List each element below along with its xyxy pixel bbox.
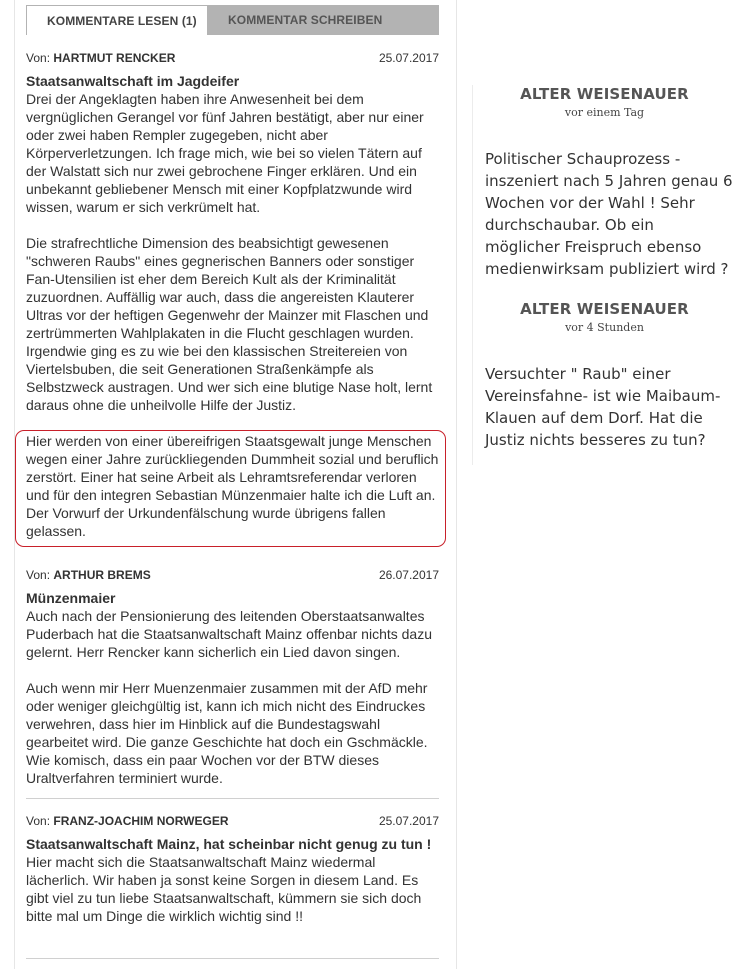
comment-author-line: [26, 50, 175, 66]
sidebar-comment-text[interactable]: Versuchter " Raub" einer Vereinsfahne- ist wie Maibaum-Klauen auf dem Dorf. Hat die Justiz nichts besseres zu tun?: [485, 365, 721, 449]
comment-title: Staatsanwaltschaft im Jagdeifer: [26, 73, 240, 89]
comment-author[interactable]: ARTHUR BREMS: [53, 568, 151, 582]
comment-author[interactable]: HARTMUT RENCKER: [53, 51, 176, 65]
comment-title: Münzenmaier: [26, 590, 116, 606]
recent-comments-sidebar: [472, 85, 735, 465]
comment-body: [26, 607, 439, 787]
sidebar-comment-time: vor einem Tag: [564, 106, 645, 119]
sidebar-comment-author[interactable]: ALTER WEISENAUER: [520, 300, 689, 318]
highlight-box: [15, 430, 446, 547]
comment-paragraph: Hier macht sich die Staatsanwaltschaft Mainz wiedermal lächerlich. Wir haben ja sonst keine Sorgen in diesem Land. Es gibt viel zu tun liebe Staatsanwaltschaft, kümmern sie sich doch bitte mal um Dinge die wirklich wichtig sind !!: [26, 854, 422, 924]
comment-body: [26, 853, 439, 925]
comment-date: 25.07.2017: [378, 814, 439, 828]
comment-paragraph: Hier werden von einer übereifrigen Staatsgewalt junge Menschen wegen einer Jahre zurückliegenden Dummheit sozial und beruflich zerstört. Einer hat seine Arbeit als Lehramtsreferendar verloren und für den integren Sebastian Münzenmaier halte ich die Luft an. Der Vorwurf der Urkundenfälschung wurde übrigens fallen gelassen.: [26, 433, 439, 539]
from-label: Von:: [26, 51, 51, 65]
comment-paragraph: Die strafrechtliche Dimension des beabsichtigt gewesenen "schweren Raubs" eines gegnerischen Banners oder sonstiger Fan-Utensilien ist eher dem Bereich Kult als der Kriminalität zuzuordnen. Auffällig war auch, dass die angereisten Klauterer Ultras vor der heftigen Gegenwehr der Mainzer mit Flaschen und zertrümmerten Wahlplakaten in die Flucht geschlagen wurden. Irgendwie ging es zu wie bei den klassischen Streitereien von Viertelsbuben, die seit Generationen Straßenkämpfe als Selbstzweck austragen. Und wer sich eine blutige Nase holt, lernt daraus ohne die unheilvolle Hilfe der Justiz.: [26, 235, 433, 413]
sidebar-comment-time: vor 4 Stunden: [565, 321, 644, 334]
comment-item: [26, 813, 439, 925]
comment-paragraph: Drei der Angeklagten haben ihre Anwesenheit bei dem vergnüglichen Gerangel vor fünf Jahren bestätigt, aber nur einer oder zwei haben Rempler zugegeben, nicht aber Körperverletzungen. Ich frage mich, wie bei so vielen Tätern auf der Walstatt sich nur zwei gebrochene Finger erklären. Und ein unbekannt gebliebener Mensch mit einer Kopfplatzwunde wird wissen, warum er sich verkrümelt hat.: [26, 91, 424, 215]
comment-paragraph: Auch wenn mir Herr Muenzenmaier zusammen mit der AfD mehr oder weniger gleichgültig ist, kann ich mich nicht des Eindruckes verwehren, dass hier im Hinblick auf die Bundestagswahl gearbeitet wird. Die ganze Geschichte hat doch ein Gschmäckle. Wie komisch, dass ein paar Wochen vor der BTW dieses Uraltverfahren terminiert wurde.: [26, 680, 428, 786]
comment-meta: [26, 567, 439, 583]
comment-author-line: [26, 813, 228, 829]
comment-meta: [26, 50, 439, 66]
comment-item: [26, 567, 439, 787]
from-label: Von:: [26, 814, 51, 828]
tab-read-comments[interactable]: KOMMENTARE LESEN (1): [26, 5, 208, 35]
comment-tabs: [26, 5, 439, 35]
comment-date: 26.07.2017: [378, 568, 439, 582]
comment-divider: [26, 958, 439, 959]
comment-title: Staatsanwaltschaft Mainz, hat scheinbar nicht genug zu tun !: [26, 836, 432, 852]
sidebar-comment-text[interactable]: Politischer Schauprozess - inszeniert nach 5 Jahren genau 6 Wochen vor der Wahl ! Sehr durchschaubar. Ob ein möglicher Freispruch ebenso medienwirksam publiziert wird ?: [485, 150, 733, 278]
from-label: Von:: [26, 568, 51, 582]
sidebar-comment-author[interactable]: ALTER WEISENAUER: [520, 85, 689, 103]
comment-author[interactable]: FRANZ-JOACHIM NORWEGER: [53, 814, 229, 828]
tab-write-comment[interactable]: KOMMENTAR SCHREIBEN: [228, 13, 383, 27]
comment-date: 25.07.2017: [378, 51, 439, 65]
comment-author-line: [26, 567, 151, 583]
comment-meta: [26, 813, 439, 829]
comment-paragraph: Auch nach der Pensionierung des leitenden Oberstaatsanwaltes Puderbach hat die Staatsanwaltschaft Mainz offenbar nichts dazu gelernt. Herr Rencker kann sicherlich ein Lied davon singen.: [26, 608, 432, 660]
comment-divider: [26, 798, 439, 799]
